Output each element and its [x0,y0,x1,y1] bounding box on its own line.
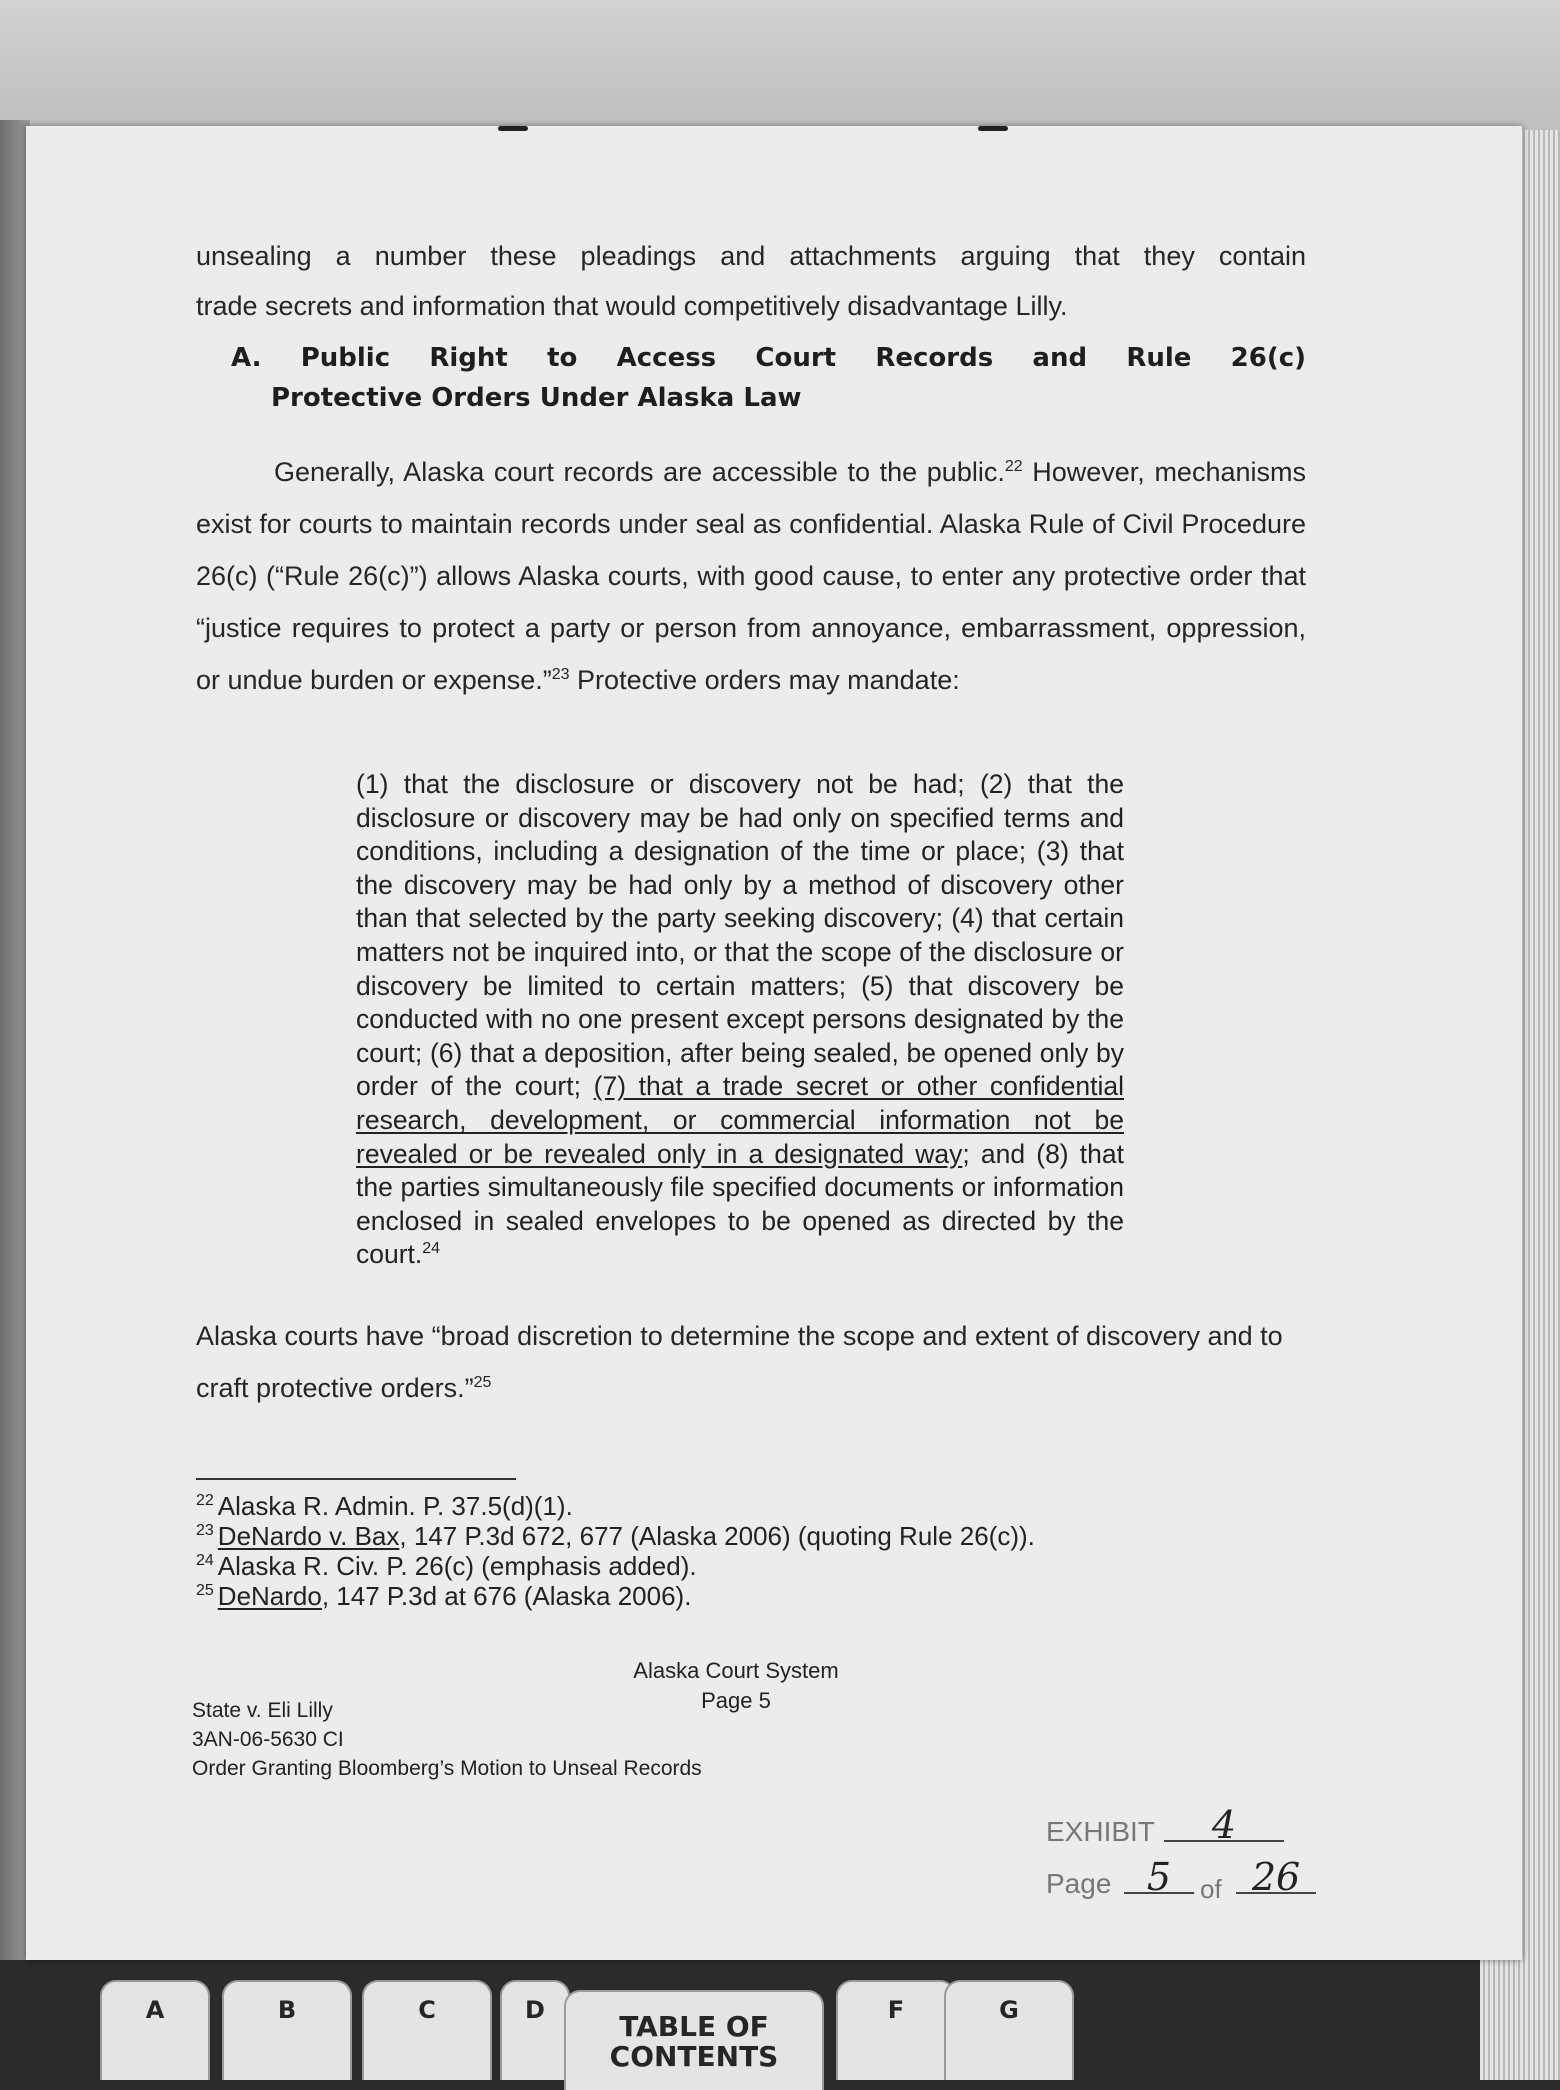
footnote-22 [196,1492,573,1520]
footnote-text: , 147 P.3d 672, 677 (Alaska 2006) (quoting Rule 26(c)). [399,1521,1035,1551]
exhibit-label: EXHIBIT [1046,1816,1155,1847]
footnote-ref-25[interactable]: 25 [473,1374,492,1391]
footnote-divider [196,1478,516,1480]
exhibit-number-handwritten: 4 [1164,1810,1284,1842]
exhibit-page-label: Page [1046,1868,1112,1899]
tab-table-of-contents[interactable]: TABLE OF CONTENTS [564,1990,824,2090]
footnote-number: 22 [196,1492,214,1510]
case-number: 3AN-06-5630 CI [192,1728,344,1751]
para2-text: Alaska courts have “broad discretion to determine the scope and extent of discovery and to craft protective orders.” [196,1321,1283,1403]
binder-tab-row [0,1960,1560,2080]
page-footer-case-info [192,1696,702,1783]
intro-line-1: unsealing a number these pleadings and attachments arguing that they contain [196,241,1306,271]
quote-text-b: ; and (8) that the parties simultaneously file specified documents or information enclosed in sealed envelopes to be opened as directed by the court. [356,1138,1124,1270]
desk-background [0,0,1560,140]
paragraph-broad-discretion [196,1310,1306,1414]
section-heading-line-2: Protective Orders Under Alaska Law [271,383,802,413]
para1-text-a: Generally, Alaska court records are accessible to the public. [274,457,1005,487]
footnote-24 [196,1552,697,1580]
paragraph-public-access [196,446,1306,706]
document-page [26,126,1522,1960]
footnote-ref-22[interactable]: 22 [1004,458,1023,475]
case-name: State v. Eli Lilly [192,1699,333,1722]
binder-hole-left [498,126,528,131]
exhibit-total-handwritten: 26 [1236,1862,1316,1894]
footnote-ref-23[interactable]: 23 [551,666,570,683]
footnote-number: 25 [196,1582,214,1600]
rule-26c-blockquote [356,768,1124,1272]
footnote-23 [196,1522,1035,1550]
exhibit-page-handwritten: 5 [1124,1862,1194,1894]
footnote-ref-24[interactable]: 24 [422,1240,441,1258]
footnote-case-name: DeNardo [217,1581,322,1611]
section-heading-line-1: A. Public Right to Access Court Records and Rule 26(c) [231,343,1306,373]
tab-c[interactable]: C [362,1980,492,2080]
tab-g[interactable]: G [944,1980,1074,2080]
intro-line-2: trade secrets and information that would competitively disadvantage Lilly. [196,291,1068,321]
footnote-25 [196,1582,691,1610]
page-number-label: Page 5 [701,1688,771,1713]
footnote-number: 23 [196,1522,214,1540]
exhibit-stamp [1046,1803,1346,1920]
tab-b[interactable]: B [222,1980,352,2080]
para1-text-b: However, mechanisms exist for courts to maintain records under seal as confidential. Alaska Rule of Civil Procedure 26(c) (“Rule 26(c)”) allows Alaska courts, with good cause, to enter any protective order that “justice requires to protect a party or person from annoyance, embarrassment, oppression, or undue burden or expense.” [196,457,1306,695]
footnote-text: , 147 P.3d at 676 (Alaska 2006). [321,1581,692,1611]
footnote-number: 24 [196,1552,214,1570]
binder-hole-right [978,126,1008,131]
footnote-case-name: DeNardo v. Bax [217,1521,400,1551]
court-system-label: Alaska Court System [633,1658,839,1683]
tab-f[interactable]: F [836,1980,956,2080]
footnote-text: Alaska R. Civ. P. 26(c) (emphasis added). [217,1551,697,1581]
footnote-text: Alaska R. Admin. P. 37.5(d)(1). [217,1491,573,1521]
tab-d[interactable]: D [500,1980,570,2080]
order-title: Order Granting Bloomberg’s Motion to Unseal Records [192,1757,702,1780]
tab-a[interactable]: A [100,1980,210,2080]
para1-text-c: Protective orders may mandate: [569,665,960,695]
quote-underlined-trade-secret: (7) that a trade secret or other confidential research, development, or commercial information not be revealed or be revealed only in a designated way [356,1071,1124,1169]
quote-text-a: (1) that the disclosure or discovery not be had; (2) that the disclosure or discovery may be had only on specified terms and conditions, including a designation of the time or place; (3) that the discovery may be had only by a method of discovery other than that selected by the party seeking discovery; (4) that certain matters not be inquired into, or that the scope of the disclosure or discovery be limited to certain matters; (5) that discovery be conducted with no one present except persons designated by the court; (6) that a deposition, after being sealed, be opened only by order of the court; [356,769,1124,1102]
exhibit-of-label: of [1200,1874,1222,1904]
